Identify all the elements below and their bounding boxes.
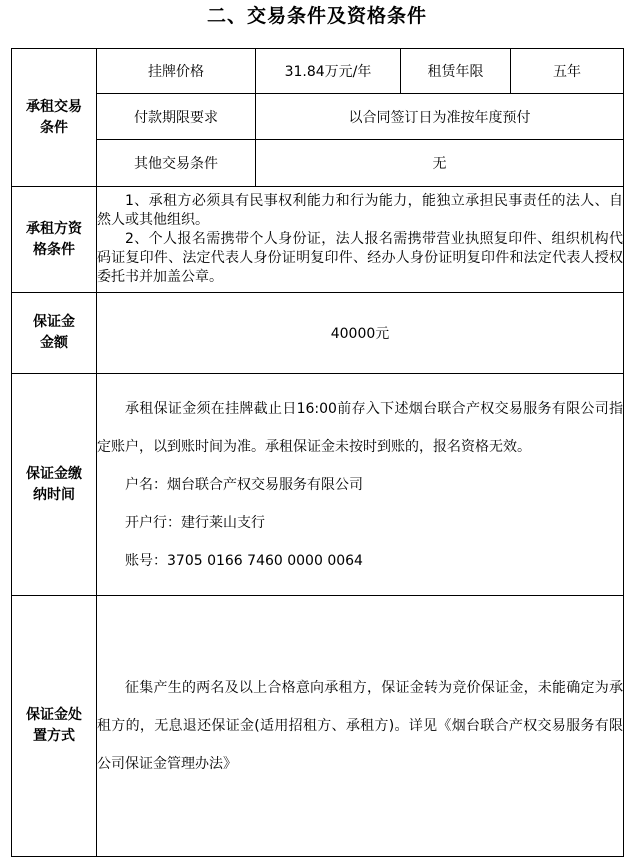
listing-price-value: 31.84万元/年 [256,49,401,94]
row-payment-term [12,94,624,140]
deposit-payment-text [97,374,624,596]
row-deposit-disposal [12,596,624,857]
row-other-conditions [12,140,624,187]
account-name: 户名：烟台联合产权交易服务有限公司 [125,476,363,493]
qualification-label: 承租方资格条件 [12,187,97,293]
payment-term-value: 以合同签订日为准按年度预付 [256,94,624,140]
deposit-disposal-paragraph: 征集产生的两名及以上合格意向承租方，保证金转为竞价保证金，未能确定为承租方的，无息退还保证金(适用招租方、承租方)。详见《烟台联合产权交易服务有限公司保证金管理办法》 [97,680,623,772]
deposit-value: 40000元 [97,293,624,374]
listing-price-label: 挂牌价格 [97,49,256,94]
qualification-text [97,187,624,293]
rental-conditions-label: 承租交易条件 [12,49,97,187]
conditions-table [11,48,624,857]
deposit-disposal-label: 保证金处置方式 [12,596,97,857]
payment-term-label: 付款期限要求 [97,94,256,140]
lease-term-value: 五年 [511,49,624,94]
row-deposit-payment [12,374,624,596]
row-qualification [12,187,624,293]
deposit-payment-paragraph: 承租保证金须在挂牌截止日16:00前存入下述烟台联合产权交易服务有限公司指定账户，以到账时间为准。承租保证金未按时到账的，报名资格无效。 [97,400,623,455]
deposit-disposal-text [97,596,624,857]
qualification-item: 1、承租方必须具有民事权利能力和行为能力，能独立承担民事责任的法人、自然人或其他组织。 [97,193,623,228]
lease-term-label: 租赁年限 [401,49,511,94]
other-conditions-label: 其他交易条件 [97,140,256,187]
deposit-label: 保证金金额 [12,293,97,374]
bank-name: 开户行：建行莱山支行 [125,514,265,531]
row-deposit [12,293,624,374]
qualification-item: 2、个人报名需携带个人身份证，法人报名需携带营业执照复印件、组织机构代码证复印件、法定代表人身份证明复印件、经办人身份证明复印件和法定代表人授权委托书并加盖公章。 [97,231,623,285]
deposit-payment-label: 保证金缴纳时间 [12,374,97,596]
other-conditions-value: 无 [256,140,624,187]
section-title: 二、交易条件及资格条件 [206,5,427,27]
account-number: 账号：3705 0166 7460 0000 0064 [125,552,363,569]
row-listing-price [12,49,624,94]
